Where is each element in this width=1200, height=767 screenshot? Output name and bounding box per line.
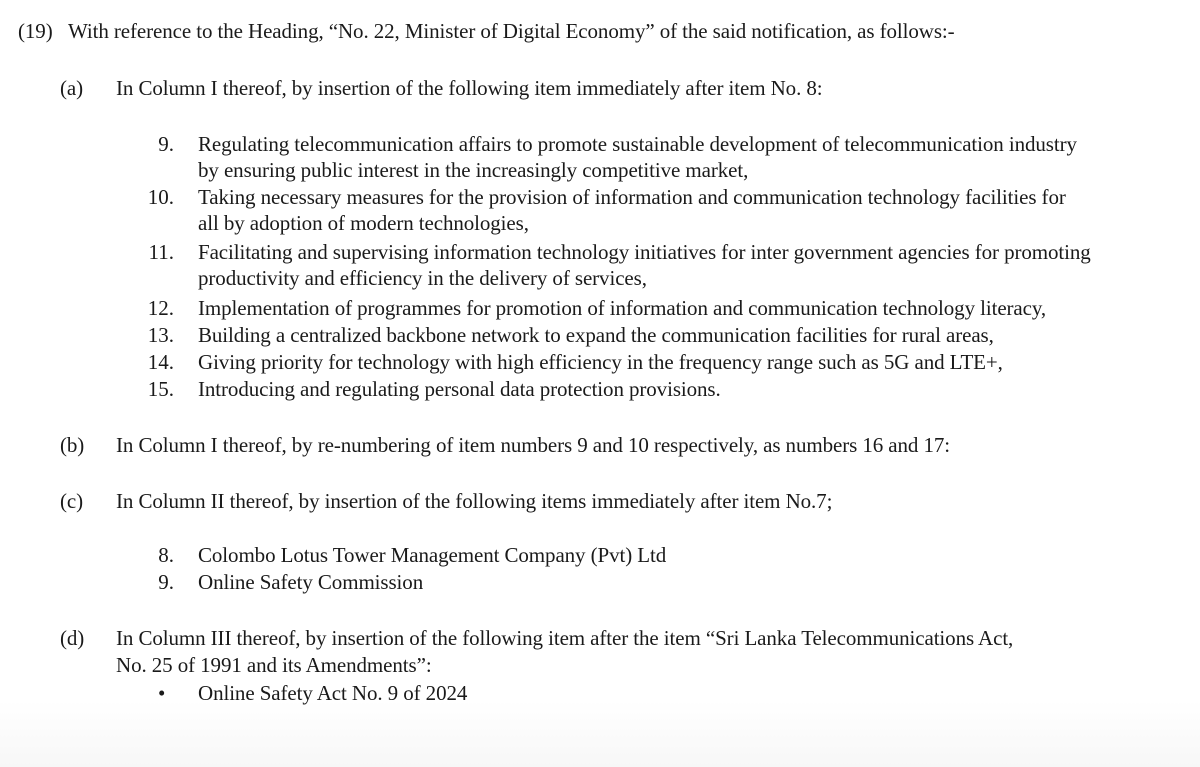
para-c-text: In Column II thereof, by insertion of the following items immediately after item No.7; <box>116 489 833 513</box>
heading-text: With reference to the Heading, “No. 22, Minister of Digital Economy” of the said notification, as follows:- <box>68 19 955 43</box>
para-a-label: (a) <box>60 76 84 100</box>
item-number: 10. <box>147 185 174 209</box>
item-text: Implementation of programmes for promotion of information and communication technology literacy, <box>198 296 1047 320</box>
para-c-label: (c) <box>60 489 84 513</box>
item-text: Facilitating and supervising information technology initiatives for inter government agencies for promoting <box>198 240 1091 264</box>
item-text-continued: all by adoption of modern technologies, <box>198 211 529 235</box>
para-d-label: (d) <box>60 626 85 650</box>
item-text-continued: productivity and efficiency in the delivery of services, <box>198 266 647 290</box>
item-text: Colombo Lotus Tower Management Company (Pvt) Ltd <box>198 543 667 567</box>
para-b-text: In Column I thereof, by re-numbering of item numbers 9 and 10 respectively, as numbers 16 and 17: <box>116 433 950 457</box>
item-number: 15. <box>147 377 174 401</box>
item-text: Online Safety Commission <box>198 570 424 594</box>
item-text: Taking necessary measures for the provision of information and communication technology facilities for <box>198 185 1066 209</box>
para-a-text: In Column I thereof, by insertion of the following item immediately after item No. 8: <box>116 76 823 100</box>
item-text: Giving priority for technology with high efficiency in the frequency range such as 5G and LTE+, <box>198 350 1003 374</box>
para-d-text-continued: No. 25 of 1991 and its Amendments”: <box>116 653 432 677</box>
item-text: Introducing and regulating personal data protection provisions. <box>198 377 721 401</box>
item-number: 13. <box>147 323 174 347</box>
item-number: 8. <box>158 543 174 567</box>
bullet-icon: • <box>158 681 166 705</box>
item-number: 9. <box>158 570 174 594</box>
para-d-text: In Column III thereof, by insertion of the following item after the item “Sri Lanka Telecommunications Act, <box>116 626 1014 650</box>
para-b-label: (b) <box>60 433 85 457</box>
item-number: 14. <box>147 350 174 374</box>
item-text: Building a centralized backbone network to expand the communication facilities for rural areas, <box>198 323 994 347</box>
heading-number: (19) <box>18 19 53 43</box>
item-number: 11. <box>148 240 174 264</box>
item-number: 9. <box>158 132 174 156</box>
bullet-item-text: Online Safety Act No. 9 of 2024 <box>198 681 468 705</box>
item-text-continued: by ensuring public interest in the increasingly competitive market, <box>198 158 749 182</box>
item-number: 12. <box>147 296 174 320</box>
item-text: Regulating telecommunication affairs to promote sustainable development of telecommunication industry <box>198 132 1077 156</box>
